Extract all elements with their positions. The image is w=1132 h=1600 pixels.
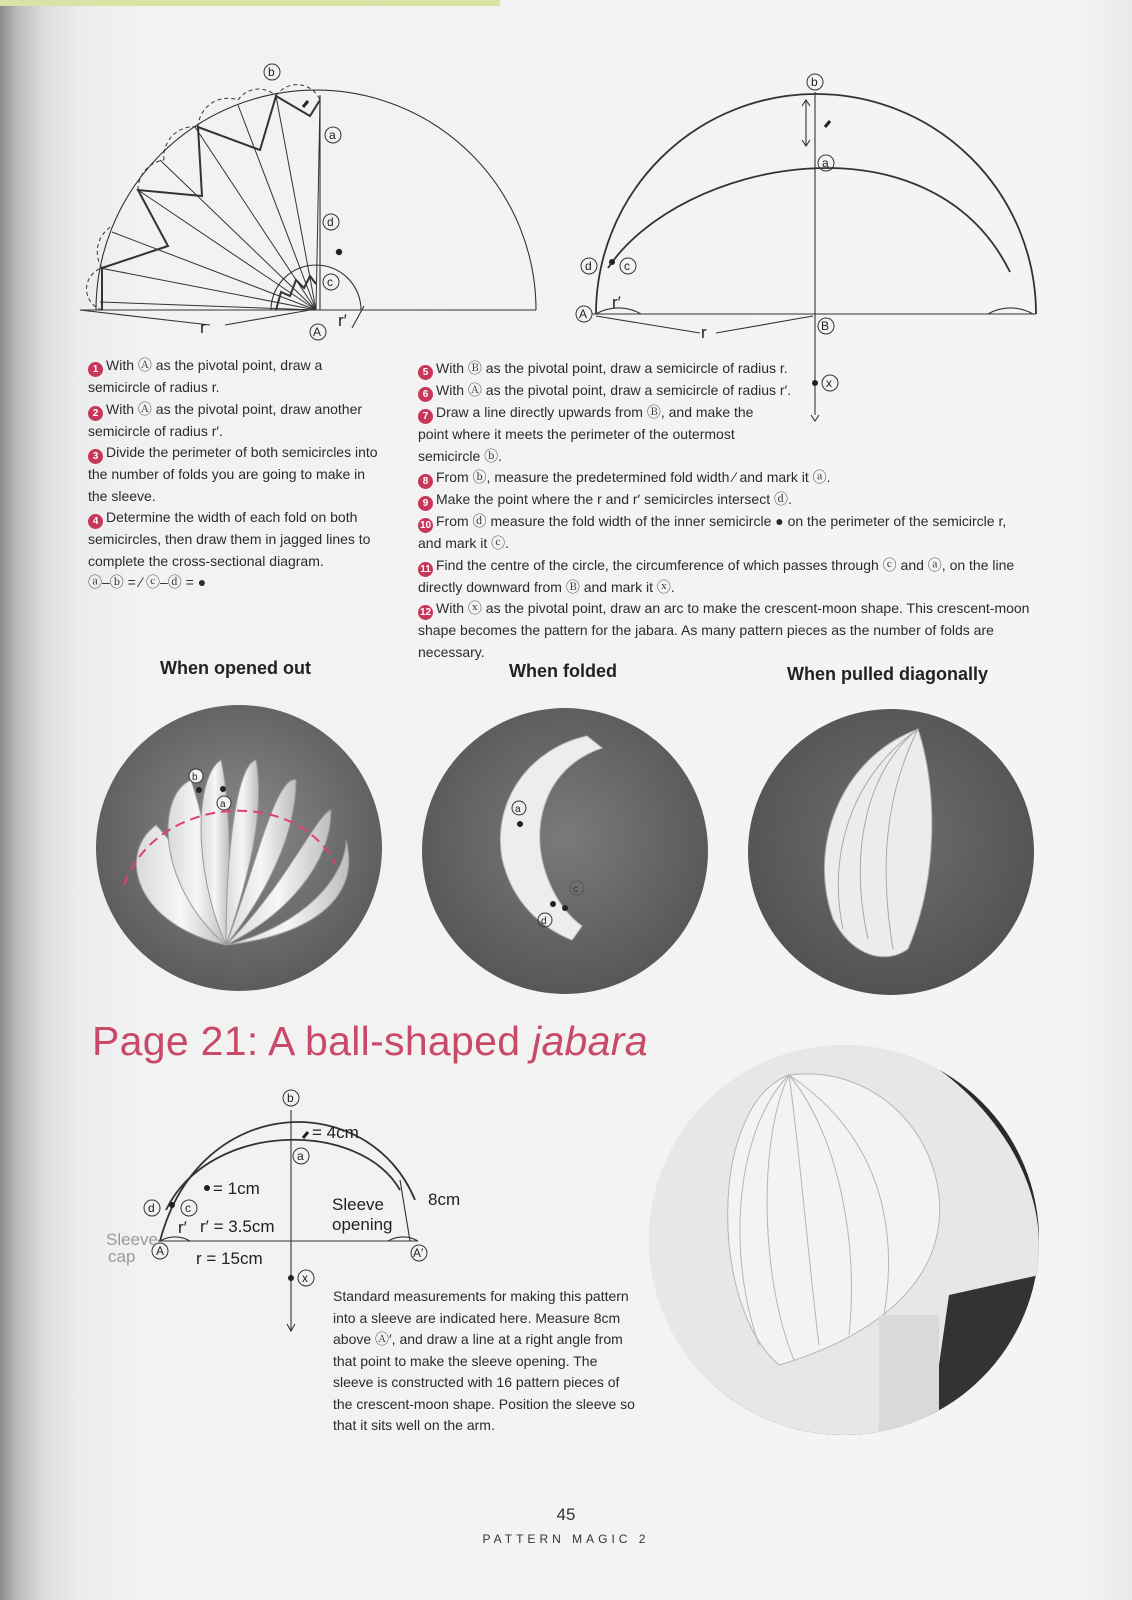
photo1-label-a: a: [220, 799, 226, 810]
formula: ⓐ–ⓑ = ∕ ⓒ–ⓓ = ●: [88, 574, 207, 590]
label-A-2: A: [579, 307, 588, 321]
opening-height: 8cm: [428, 1190, 461, 1209]
sleeve-opening-label-1: Sleeve: [332, 1195, 384, 1214]
step-1: 1 With Ⓐ as the pivotal point, draw a semicircle of radius r.: [88, 357, 323, 395]
label-r-2: r: [701, 323, 707, 342]
label-d-2: d: [585, 259, 592, 273]
photo-ball-sleeve: [649, 1045, 1039, 1435]
label-r: r: [200, 318, 206, 337]
sleeve-cap-label-1: Sleeve: [106, 1230, 158, 1249]
r-value: r = 15cm: [196, 1249, 263, 1268]
label-d: d: [327, 215, 334, 229]
page-number: 45: [556, 1505, 576, 1524]
label-b-2: b: [811, 75, 818, 89]
fig3-label-b: b: [287, 1091, 294, 1105]
book-title: PATTERN MAGIC 2: [482, 1532, 650, 1546]
step-3: 3 Divide the perimeter of both semicircles into the number of folds you are going to make in the sleeve.: [88, 444, 378, 504]
ball-sleeve-shape: [649, 1045, 1039, 1435]
label-c: c: [327, 275, 333, 289]
step-11: 11 Find the centre of the circle, the circumference of which passes through ⓒ and ⓐ, on the line directly downward from Ⓑ and mark it ⓧ.: [418, 556, 1015, 595]
label-r-prime-2: r′: [612, 293, 621, 312]
fig3-label-c: c: [185, 1201, 191, 1215]
section-heading: Page 21: A ball-shaped jabara: [92, 1018, 648, 1064]
label-a-2: a: [822, 156, 829, 170]
fig3-label-x: x: [302, 1271, 308, 1285]
r-prime-value: r′ = 3.5cm: [200, 1217, 275, 1236]
fig3-r-prime: r′: [178, 1218, 187, 1237]
label-b: b: [268, 65, 275, 79]
label-A: A: [313, 325, 322, 339]
fig3-label-d: d: [148, 1201, 155, 1215]
fold-outer-value: = 4cm: [312, 1123, 359, 1142]
sleeve-cap-label-2: cap: [108, 1247, 136, 1266]
photo1-label-b: b: [192, 772, 198, 783]
photo2-label-d: d: [541, 916, 547, 927]
sleeve-description: Standard measurements for making this pattern into a sleeve are indicated here. Measure 8cm above Ⓐ′, and draw a line at a right angle from that point to make the sleeve opening. The sleeve is constructed with 16 pattern pieces of the crescent-moon shape. Position the sleeve so that it sits well on the arm.: [333, 1288, 635, 1433]
photo2-label-a: a: [515, 804, 521, 815]
fig3-label-A: A: [156, 1244, 165, 1258]
step-2: 2 With Ⓐ as the pivotal point, draw another semicircle of radius r′.: [88, 400, 363, 439]
step-9: 9 Make the point where the r and r′ semicircles intersect ⓓ.: [418, 489, 1030, 511]
fig3-label-a: a: [297, 1149, 304, 1163]
photo2-label-c: c: [573, 884, 578, 895]
label-a: a: [329, 128, 336, 142]
label-r-prime: r′: [338, 311, 347, 330]
label-c-2: c: [624, 259, 630, 273]
step-5: 5 With Ⓑ as the pivotal point, draw a semicircle of radius r.: [418, 358, 1030, 380]
caption-opened: When opened out: [160, 658, 311, 678]
fold-inner-value: = 1cm: [213, 1179, 260, 1198]
step-4: 4 Determine the width of each fold on both semicircles, then draw them in jagged lines to complete the cross-sectional diagram.: [88, 509, 371, 569]
caption-pulled: When pulled diagonally: [787, 664, 989, 684]
label-B: B: [821, 319, 830, 333]
step-8: 8 From ⓑ, measure the predetermined fold width ∕ and mark it ⓐ.: [418, 467, 1030, 489]
step-10: 10 From ⓓ measure the fold width of the inner semicircle ● on the perimeter of the semicircle r, and mark it ⓒ.: [418, 513, 1007, 551]
caption-folded: When folded: [509, 661, 617, 681]
sleeve-opening-label-2: opening: [332, 1215, 393, 1234]
step-7: 7 Draw a line directly upwards from Ⓑ, and make the point where it meets the perimeter of the outermost semicircle ⓑ.: [418, 404, 754, 464]
step-6: 6 With Ⓐ as the pivotal point, draw a semicircle of radius r′.: [418, 380, 1030, 402]
step-12: 12 With ⓧ as the pivotal point, draw an arc to make the crescent-moon shape. This crescent-moon shape becomes the pattern for the jabara. As many pattern pieces as the number of folds are necessary.: [418, 600, 1030, 660]
label-x: x: [826, 376, 832, 390]
fig3-label-A-prime: A′: [413, 1246, 424, 1260]
